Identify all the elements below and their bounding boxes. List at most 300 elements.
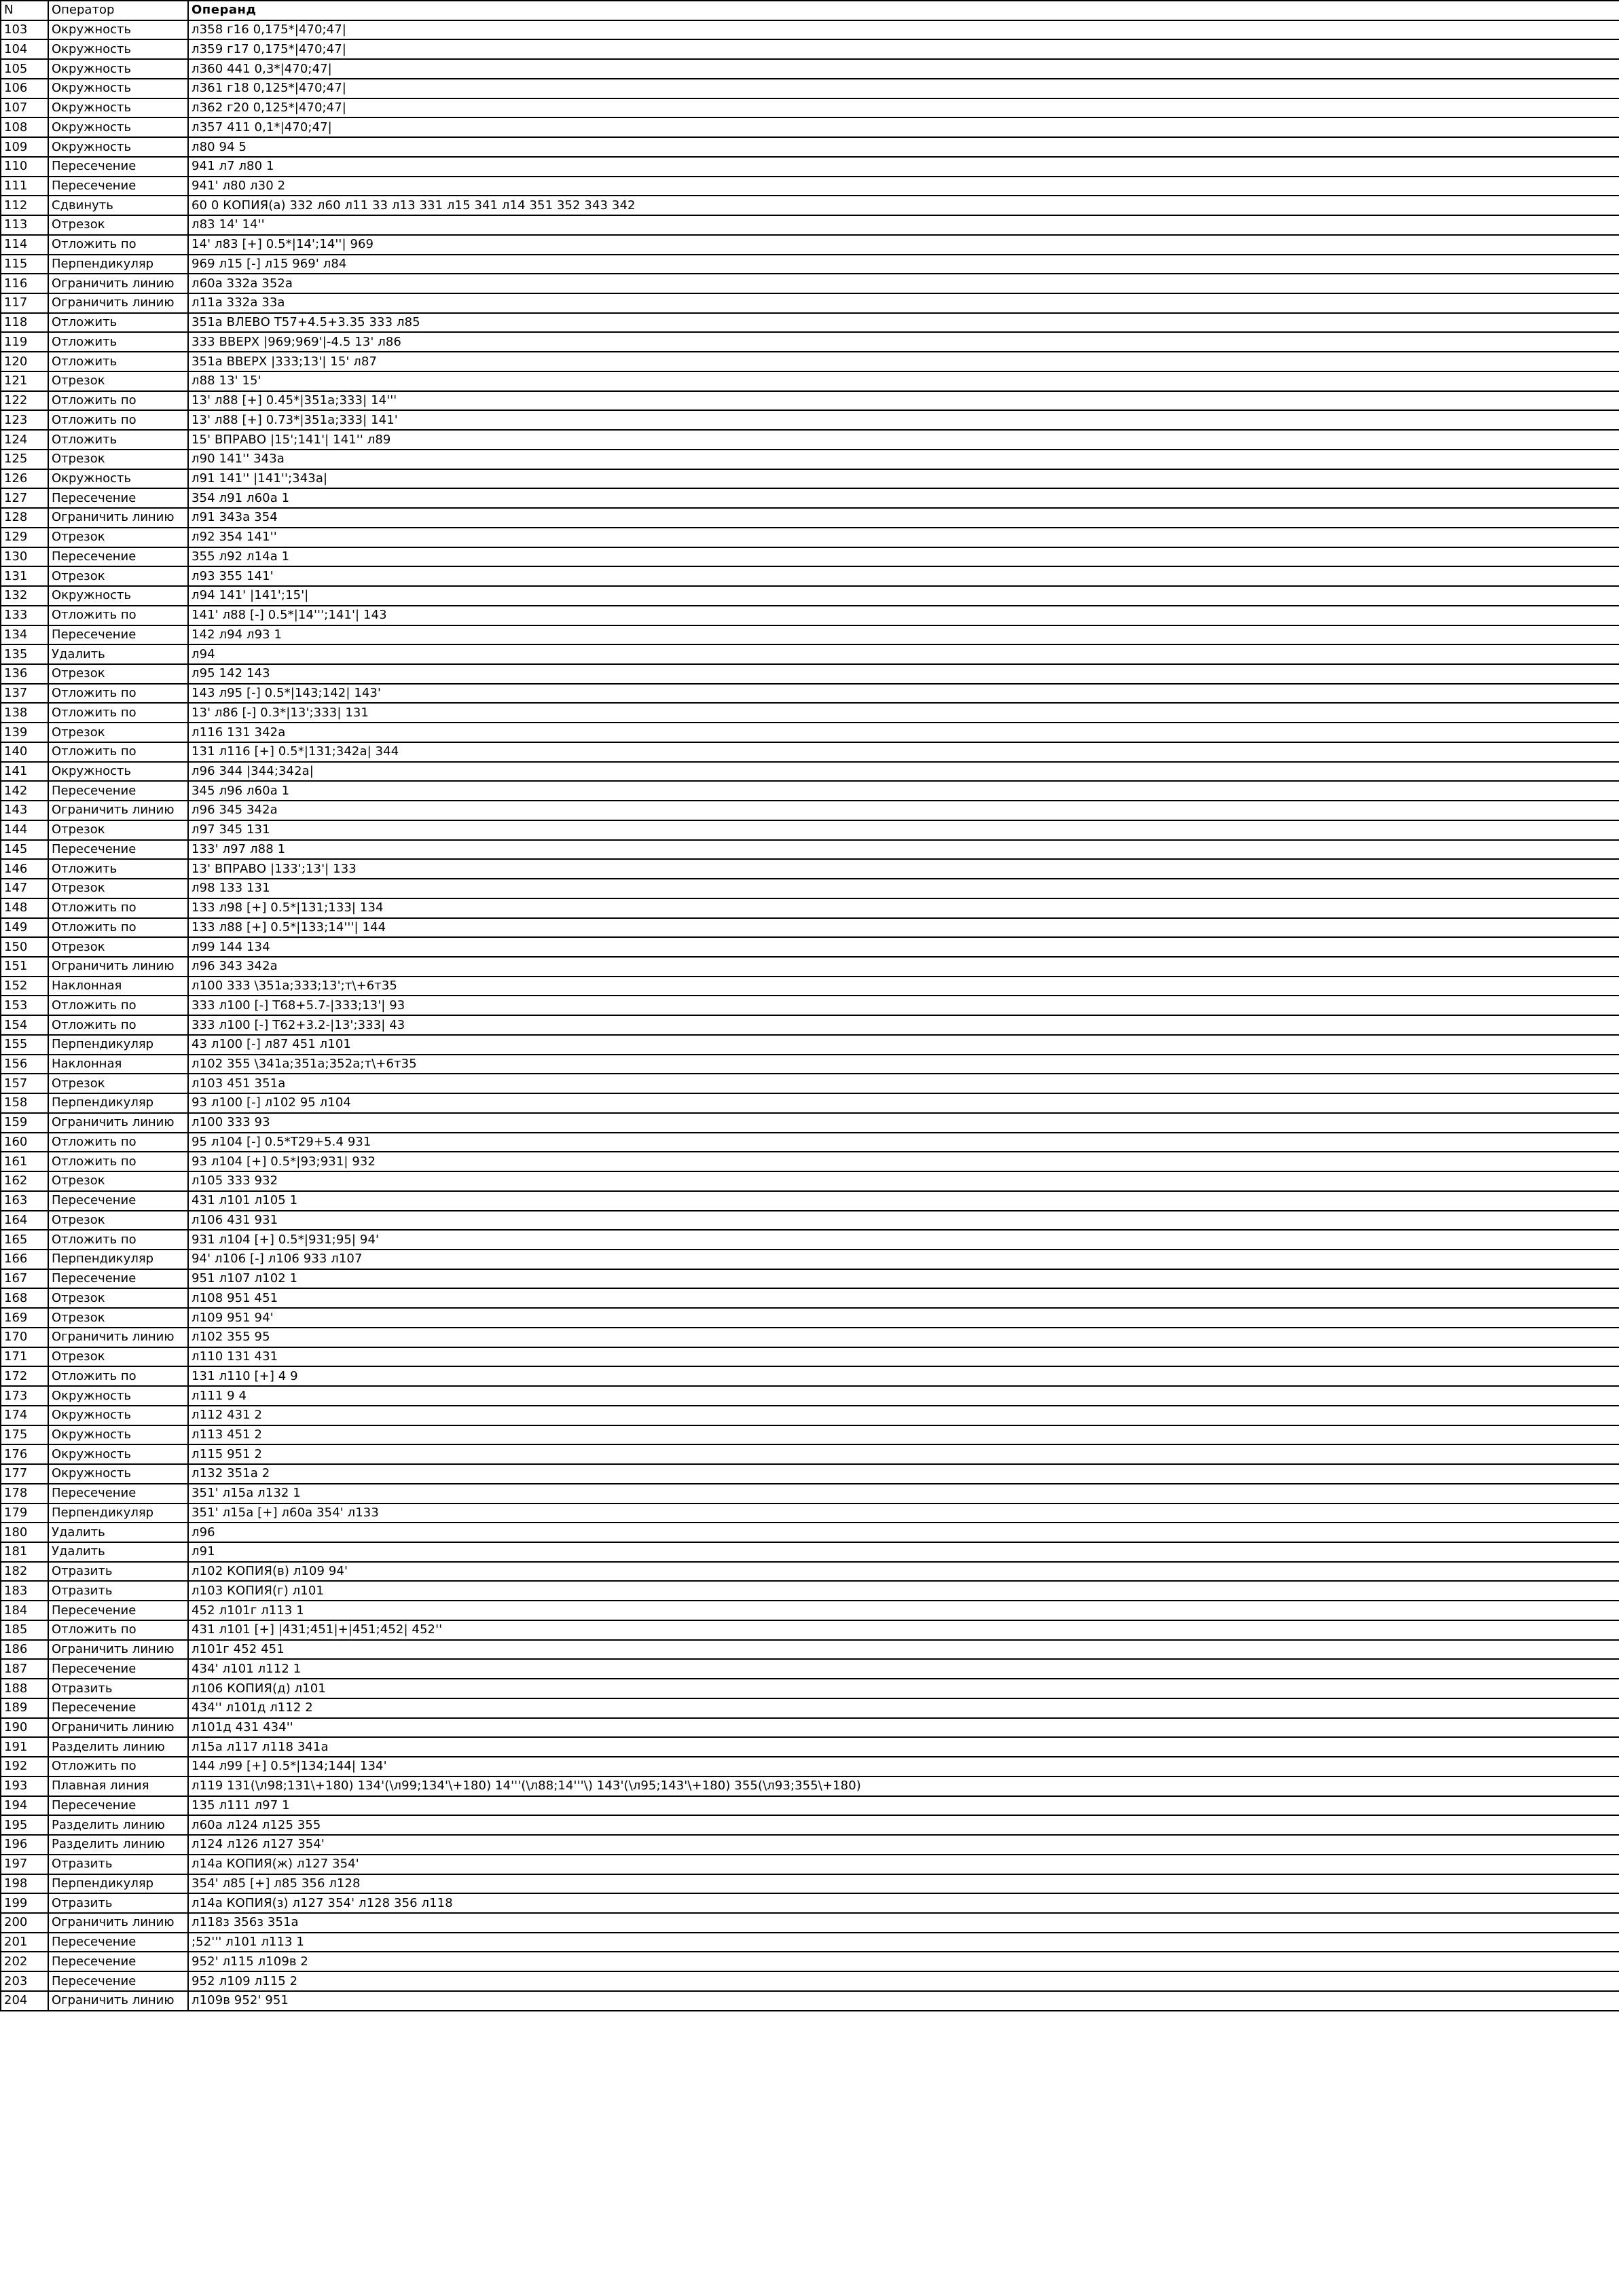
table-row <box>1 879 1619 898</box>
row-operand: 351а ВВЕРХ |333;13'| 15' л87 <box>188 352 1619 371</box>
row-operand: л83 14' 14'' <box>188 215 1619 235</box>
row-number: 104 <box>1 39 48 59</box>
table-row <box>1 937 1619 957</box>
row-operator: Пересечение <box>48 1698 188 1718</box>
row-operand: 931 л104 [+] 0.5*|931;95| 94' <box>188 1230 1619 1250</box>
table-row <box>1 742 1619 762</box>
row-number: 126 <box>1 469 48 489</box>
row-number: 151 <box>1 957 48 977</box>
table-row <box>1 1698 1619 1718</box>
row-operator: Пересечение <box>48 1484 188 1504</box>
table-row <box>1 332 1619 352</box>
row-number: 165 <box>1 1230 48 1250</box>
table-row <box>1 1191 1619 1211</box>
row-number: 107 <box>1 98 48 118</box>
row-number: 192 <box>1 1757 48 1776</box>
row-operator: Удалить <box>48 1523 188 1542</box>
row-operand: л94 141' |141';15'| <box>188 586 1619 606</box>
row-operand: л80 94 5 <box>188 137 1619 157</box>
row-operand: л96 344 |344;342а| <box>188 762 1619 782</box>
row-number: 181 <box>1 1542 48 1562</box>
row-number: 177 <box>1 1464 48 1484</box>
table-row <box>1 1386 1619 1406</box>
row-operator: Разделить линию <box>48 1815 188 1835</box>
row-operator: Окружность <box>48 762 188 782</box>
table-row <box>1 684 1619 704</box>
row-operator: Отложить по <box>48 1152 188 1171</box>
row-operator: Ограничить линию <box>48 1113 188 1133</box>
row-number: 118 <box>1 313 48 333</box>
row-operand: 951 л107 л102 1 <box>188 1269 1619 1289</box>
row-number: 200 <box>1 1913 48 1933</box>
row-operand: л112 431 2 <box>188 1406 1619 1425</box>
row-operand: 94' л106 [-] л106 933 л107 <box>188 1250 1619 1269</box>
row-operand: 142 л94 л93 1 <box>188 625 1619 645</box>
table-row <box>1 1152 1619 1171</box>
table-row <box>1 235 1619 255</box>
row-number: 114 <box>1 235 48 255</box>
table-row <box>1 469 1619 489</box>
row-operator: Пересечение <box>48 1659 188 1679</box>
table-row <box>1 1835 1619 1855</box>
row-number: 171 <box>1 1347 48 1367</box>
table-row <box>1 762 1619 782</box>
row-operator: Отрезок <box>48 215 188 235</box>
row-operator: Отложить по <box>48 1757 188 1776</box>
row-number: 199 <box>1 1893 48 1913</box>
row-operator: Отложить по <box>48 391 188 411</box>
row-number: 117 <box>1 293 48 313</box>
row-number: 115 <box>1 255 48 274</box>
table-row <box>1 1347 1619 1367</box>
table-row <box>1 1737 1619 1757</box>
row-operator: Пересечение <box>48 840 188 860</box>
table-row <box>1 1542 1619 1562</box>
row-operand: 131 л116 [+] 0.5*|131;342а| 344 <box>188 742 1619 762</box>
row-operator: Пересечение <box>48 1971 188 1991</box>
row-operator: Разделить линию <box>48 1737 188 1757</box>
row-operator: Отразить <box>48 1893 188 1913</box>
table-row <box>1 1211 1619 1231</box>
row-operator: Окружность <box>48 1444 188 1464</box>
row-operand: л91 343а 354 <box>188 508 1619 528</box>
row-number: 150 <box>1 937 48 957</box>
table-row <box>1 1328 1619 1347</box>
row-number: 153 <box>1 996 48 1015</box>
row-operator: Окружность <box>48 1386 188 1406</box>
row-operand: 351а ВЛЕВО T57+4.5+3.35 333 л85 <box>188 313 1619 333</box>
row-number: 138 <box>1 703 48 723</box>
table-row <box>1 1269 1619 1289</box>
row-operator: Отрезок <box>48 1288 188 1308</box>
table-row <box>1 274 1619 293</box>
row-number: 203 <box>1 1971 48 1991</box>
row-operand: 952' л115 л109в 2 <box>188 1952 1619 1971</box>
row-operand: л95 142 143 <box>188 664 1619 684</box>
row-operand: л103 451 351а <box>188 1074 1619 1093</box>
row-number: 134 <box>1 625 48 645</box>
row-number: 143 <box>1 801 48 820</box>
row-number: 176 <box>1 1444 48 1464</box>
row-operand: л92 354 141'' <box>188 528 1619 547</box>
row-operand: 13' л86 [-] 0.3*|13';333| 131 <box>188 703 1619 723</box>
table-row <box>1 1952 1619 1971</box>
row-operator: Отрезок <box>48 937 188 957</box>
table-row <box>1 957 1619 977</box>
row-operand: 941 л7 л80 1 <box>188 157 1619 177</box>
row-number: 110 <box>1 157 48 177</box>
row-number: 124 <box>1 430 48 450</box>
row-operand: л359 г17 0,175*|470;47| <box>188 39 1619 59</box>
row-operator: Отразить <box>48 1562 188 1582</box>
row-operand: л106 431 931 <box>188 1211 1619 1231</box>
row-operand: л113 451 2 <box>188 1425 1619 1445</box>
row-operand: 434' л101 л112 1 <box>188 1659 1619 1679</box>
row-number: 186 <box>1 1640 48 1660</box>
table-row <box>1 1113 1619 1133</box>
row-operand: 13' ВПРАВО |133';13'| 133 <box>188 859 1619 879</box>
row-operator: Отразить <box>48 1679 188 1698</box>
table-row <box>1 898 1619 918</box>
row-number: 202 <box>1 1952 48 1971</box>
row-operator: Отложить по <box>48 606 188 625</box>
row-operand: л103 КОПИЯ(г) л101 <box>188 1581 1619 1601</box>
row-number: 160 <box>1 1133 48 1152</box>
row-operand: л88 13' 15' <box>188 371 1619 391</box>
row-operator: Ограничить линию <box>48 1991 188 2011</box>
row-operand: 144 л99 [+] 0.5*|134;144| 134' <box>188 1757 1619 1776</box>
table-row <box>1 1288 1619 1308</box>
row-operator: Отрезок <box>48 566 188 586</box>
row-operand: 969 л15 [-] л15 969' л84 <box>188 255 1619 274</box>
row-number: 182 <box>1 1562 48 1582</box>
row-number: 128 <box>1 508 48 528</box>
row-operator: Отрезок <box>48 879 188 898</box>
row-number: 178 <box>1 1484 48 1504</box>
table-row <box>1 1874 1619 1894</box>
row-number: 189 <box>1 1698 48 1718</box>
table-row <box>1 977 1619 996</box>
row-number: 168 <box>1 1288 48 1308</box>
table-row <box>1 1913 1619 1933</box>
row-number: 156 <box>1 1055 48 1074</box>
row-number: 159 <box>1 1113 48 1133</box>
row-operator: Отложить по <box>48 684 188 704</box>
row-operator: Окружность <box>48 39 188 59</box>
row-operand: л101г 452 451 <box>188 1640 1619 1660</box>
row-operand: л15а л117 л118 341а <box>188 1737 1619 1757</box>
row-operand: л96 345 342а <box>188 801 1619 820</box>
row-operand: л108 951 451 <box>188 1288 1619 1308</box>
row-operand: л124 л126 л127 354' <box>188 1835 1619 1855</box>
row-number: 125 <box>1 450 48 469</box>
row-number: 169 <box>1 1308 48 1328</box>
table-row <box>1 1776 1619 1796</box>
table-row <box>1 1855 1619 1874</box>
row-operator: Окружность <box>48 586 188 606</box>
table-row <box>1 1504 1619 1523</box>
row-number: 149 <box>1 918 48 938</box>
table-row <box>1 1484 1619 1504</box>
row-operator: Ограничить линию <box>48 1640 188 1660</box>
table-row <box>1 313 1619 333</box>
row-operand: 333 ВВЕРХ |969;969'|-4.5 13' л86 <box>188 332 1619 352</box>
row-operand: 351' л15а [+] л60а 354' л133 <box>188 1504 1619 1523</box>
row-operator: Отрезок <box>48 820 188 840</box>
row-operand: л101д 431 434'' <box>188 1718 1619 1738</box>
row-number: 184 <box>1 1601 48 1620</box>
table-row <box>1 703 1619 723</box>
table-row <box>1 255 1619 274</box>
row-operand: 13' л88 [+] 0.73*|351а;333| 141' <box>188 410 1619 430</box>
row-number: 120 <box>1 352 48 371</box>
row-number: 173 <box>1 1386 48 1406</box>
row-number: 191 <box>1 1737 48 1757</box>
row-operator: Пересечение <box>48 1269 188 1289</box>
row-operator: Отрезок <box>48 723 188 742</box>
row-operator: Отложить <box>48 332 188 352</box>
row-operator: Отрезок <box>48 450 188 469</box>
row-operator: Сдвинуть <box>48 196 188 215</box>
row-operator: Удалить <box>48 644 188 664</box>
row-operator: Отложить по <box>48 235 188 255</box>
row-operand: л90 141'' 343а <box>188 450 1619 469</box>
row-operand: л102 КОПИЯ(в) л109 94' <box>188 1562 1619 1582</box>
row-number: 127 <box>1 488 48 508</box>
row-operand: л110 131 431 <box>188 1347 1619 1367</box>
row-operand: 431 л101 [+] |431;451|+|451;452| 452'' <box>188 1620 1619 1640</box>
row-operand: 43 л100 [-] л87 451 л101 <box>188 1035 1619 1055</box>
table-row <box>1 1406 1619 1425</box>
row-number: 195 <box>1 1815 48 1835</box>
row-number: 172 <box>1 1366 48 1386</box>
row-operand: 452 л101г л113 1 <box>188 1601 1619 1620</box>
table-row <box>1 1581 1619 1601</box>
row-number: 190 <box>1 1718 48 1738</box>
row-operator: Окружность <box>48 1425 188 1445</box>
row-number: 129 <box>1 528 48 547</box>
row-operator: Окружность <box>48 1406 188 1425</box>
table-row <box>1 117 1619 137</box>
row-operator: Отложить по <box>48 742 188 762</box>
row-operator: Отложить по <box>48 1620 188 1640</box>
table-row <box>1 1659 1619 1679</box>
row-operator: Пересечение <box>48 547 188 567</box>
table-row <box>1 644 1619 664</box>
row-operator: Отложить по <box>48 1015 188 1035</box>
row-operand: л111 9 4 <box>188 1386 1619 1406</box>
row-operand: л102 355 \341а;351а;352а;т\+6т35 <box>188 1055 1619 1074</box>
row-operator: Пересечение <box>48 781 188 801</box>
row-operator: Плавная линия <box>48 1776 188 1796</box>
table-row <box>1 1718 1619 1738</box>
row-operand: л14а КОПИЯ(з) л127 354' л128 356 л118 <box>188 1893 1619 1913</box>
table-row <box>1 1893 1619 1913</box>
table-row <box>1 1444 1619 1464</box>
row-operand: л357 411 0,1*|470;47| <box>188 117 1619 137</box>
row-operator: Окружность <box>48 469 188 489</box>
row-number: 193 <box>1 1776 48 1796</box>
row-operator: Наклонная <box>48 1055 188 1074</box>
row-number: 175 <box>1 1425 48 1445</box>
row-number: 130 <box>1 547 48 567</box>
row-number: 116 <box>1 274 48 293</box>
row-operand: 354' л85 [+] л85 356 л128 <box>188 1874 1619 1894</box>
row-number: 163 <box>1 1191 48 1211</box>
row-operand: 133 л88 [+] 0.5*|133;14'''| 144 <box>188 918 1619 938</box>
row-number: 188 <box>1 1679 48 1698</box>
row-operator: Отразить <box>48 1581 188 1601</box>
row-operand: л100 333 93 <box>188 1113 1619 1133</box>
row-number: 137 <box>1 684 48 704</box>
row-operand: л362 г20 0,125*|470;47| <box>188 98 1619 118</box>
row-number: 197 <box>1 1855 48 1874</box>
row-number: 170 <box>1 1328 48 1347</box>
row-operand: 354 л91 л60а 1 <box>188 488 1619 508</box>
table-row <box>1 606 1619 625</box>
row-number: 198 <box>1 1874 48 1894</box>
row-number: 109 <box>1 137 48 157</box>
table-row <box>1 293 1619 313</box>
row-operand: л60а 332а 352а <box>188 274 1619 293</box>
table-row <box>1 98 1619 118</box>
row-number: 162 <box>1 1171 48 1191</box>
row-number: 166 <box>1 1250 48 1269</box>
row-number: 113 <box>1 215 48 235</box>
row-operand: л91 <box>188 1542 1619 1562</box>
row-number: 132 <box>1 586 48 606</box>
row-number: 157 <box>1 1074 48 1093</box>
table-row <box>1 450 1619 469</box>
table-row <box>1 1815 1619 1835</box>
row-operator: Отложить <box>48 313 188 333</box>
row-number: 164 <box>1 1211 48 1231</box>
row-operator: Наклонная <box>48 977 188 996</box>
row-operator: Отрезок <box>48 1347 188 1367</box>
table-row <box>1 1933 1619 1952</box>
row-operand: 952 л109 л115 2 <box>188 1971 1619 1991</box>
row-number: 112 <box>1 196 48 215</box>
row-operand: 345 л96 л60а 1 <box>188 781 1619 801</box>
row-operand: л98 133 131 <box>188 879 1619 898</box>
row-number: 187 <box>1 1659 48 1679</box>
table-row <box>1 196 1619 215</box>
row-operator: Ограничить линию <box>48 508 188 528</box>
table-row <box>1 391 1619 411</box>
table-row <box>1 79 1619 98</box>
row-operand: л97 345 131 <box>188 820 1619 840</box>
table-row <box>1 20 1619 40</box>
row-operand: 333 л100 [-] T68+5.7-|333;13'| 93 <box>188 996 1619 1015</box>
row-number: 133 <box>1 606 48 625</box>
row-operand: л93 355 141' <box>188 566 1619 586</box>
table-row <box>1 1074 1619 1093</box>
row-operand: л94 <box>188 644 1619 664</box>
row-number: 111 <box>1 177 48 196</box>
row-operator: Ограничить линию <box>48 801 188 820</box>
row-number: 123 <box>1 410 48 430</box>
row-operand: л105 333 932 <box>188 1171 1619 1191</box>
table-row <box>1 781 1619 801</box>
header-n: N <box>1 1 48 20</box>
table-row <box>1 488 1619 508</box>
row-operator: Отрезок <box>48 1211 188 1231</box>
table-row <box>1 215 1619 235</box>
row-number: 179 <box>1 1504 48 1523</box>
row-number: 122 <box>1 391 48 411</box>
row-operator: Ограничить линию <box>48 274 188 293</box>
table-body <box>1 20 1619 2011</box>
row-operator: Ограничить линию <box>48 293 188 313</box>
table-row <box>1 528 1619 547</box>
table-row <box>1 1523 1619 1542</box>
table-row <box>1 1093 1619 1113</box>
row-number: 145 <box>1 840 48 860</box>
row-number: 183 <box>1 1581 48 1601</box>
header-operator: Оператор <box>48 1 188 20</box>
row-operator: Ограничить линию <box>48 957 188 977</box>
row-number: 148 <box>1 898 48 918</box>
table-row <box>1 59 1619 79</box>
table-row <box>1 1171 1619 1191</box>
row-operator: Отложить по <box>48 1133 188 1152</box>
row-operator: Отразить <box>48 1855 188 1874</box>
row-operand: л109 951 94' <box>188 1308 1619 1328</box>
row-operand: 133' л97 л88 1 <box>188 840 1619 860</box>
row-number: 139 <box>1 723 48 742</box>
table-row <box>1 1015 1619 1035</box>
row-operator: Пересечение <box>48 1191 188 1211</box>
table-row <box>1 918 1619 938</box>
row-operand: 95 л104 [-] 0.5*T29+5.4 931 <box>188 1133 1619 1152</box>
table-row <box>1 177 1619 196</box>
row-number: 136 <box>1 664 48 684</box>
row-operand: 60 0 КОПИЯ(а) 332 л60 л11 33 л13 331 л15 341 л14 351 352 343 342 <box>188 196 1619 215</box>
row-number: 144 <box>1 820 48 840</box>
row-operator: Отрезок <box>48 1171 188 1191</box>
row-number: 196 <box>1 1835 48 1855</box>
row-number: 142 <box>1 781 48 801</box>
row-operand: 434'' л101д л112 2 <box>188 1698 1619 1718</box>
row-operator: Перпендикуляр <box>48 1035 188 1055</box>
table-row <box>1 430 1619 450</box>
row-operator: Отложить по <box>48 918 188 938</box>
row-operator: Отрезок <box>48 664 188 684</box>
row-operand: л118з 356з 351а <box>188 1913 1619 1933</box>
table-row <box>1 996 1619 1015</box>
row-operand: 143 л95 [-] 0.5*|143;142| 143' <box>188 684 1619 704</box>
row-operator: Отрезок <box>48 1074 188 1093</box>
table-row <box>1 1464 1619 1484</box>
table-row <box>1 840 1619 860</box>
table-row <box>1 1640 1619 1660</box>
table-row <box>1 1035 1619 1055</box>
table-row <box>1 1366 1619 1386</box>
row-number: 201 <box>1 1933 48 1952</box>
row-number: 180 <box>1 1523 48 1542</box>
row-operator: Пересечение <box>48 625 188 645</box>
table-row <box>1 1971 1619 1991</box>
row-operator: Пересечение <box>48 1933 188 1952</box>
row-operator: Отложить по <box>48 1230 188 1250</box>
table-row <box>1 1757 1619 1776</box>
row-operand: л358 г16 0,175*|470;47| <box>188 20 1619 40</box>
row-number: 154 <box>1 1015 48 1035</box>
row-operator: Отложить <box>48 430 188 450</box>
table-row <box>1 586 1619 606</box>
row-operand: 15' ВПРАВО |15';141'| 141'' л89 <box>188 430 1619 450</box>
table-row <box>1 547 1619 567</box>
